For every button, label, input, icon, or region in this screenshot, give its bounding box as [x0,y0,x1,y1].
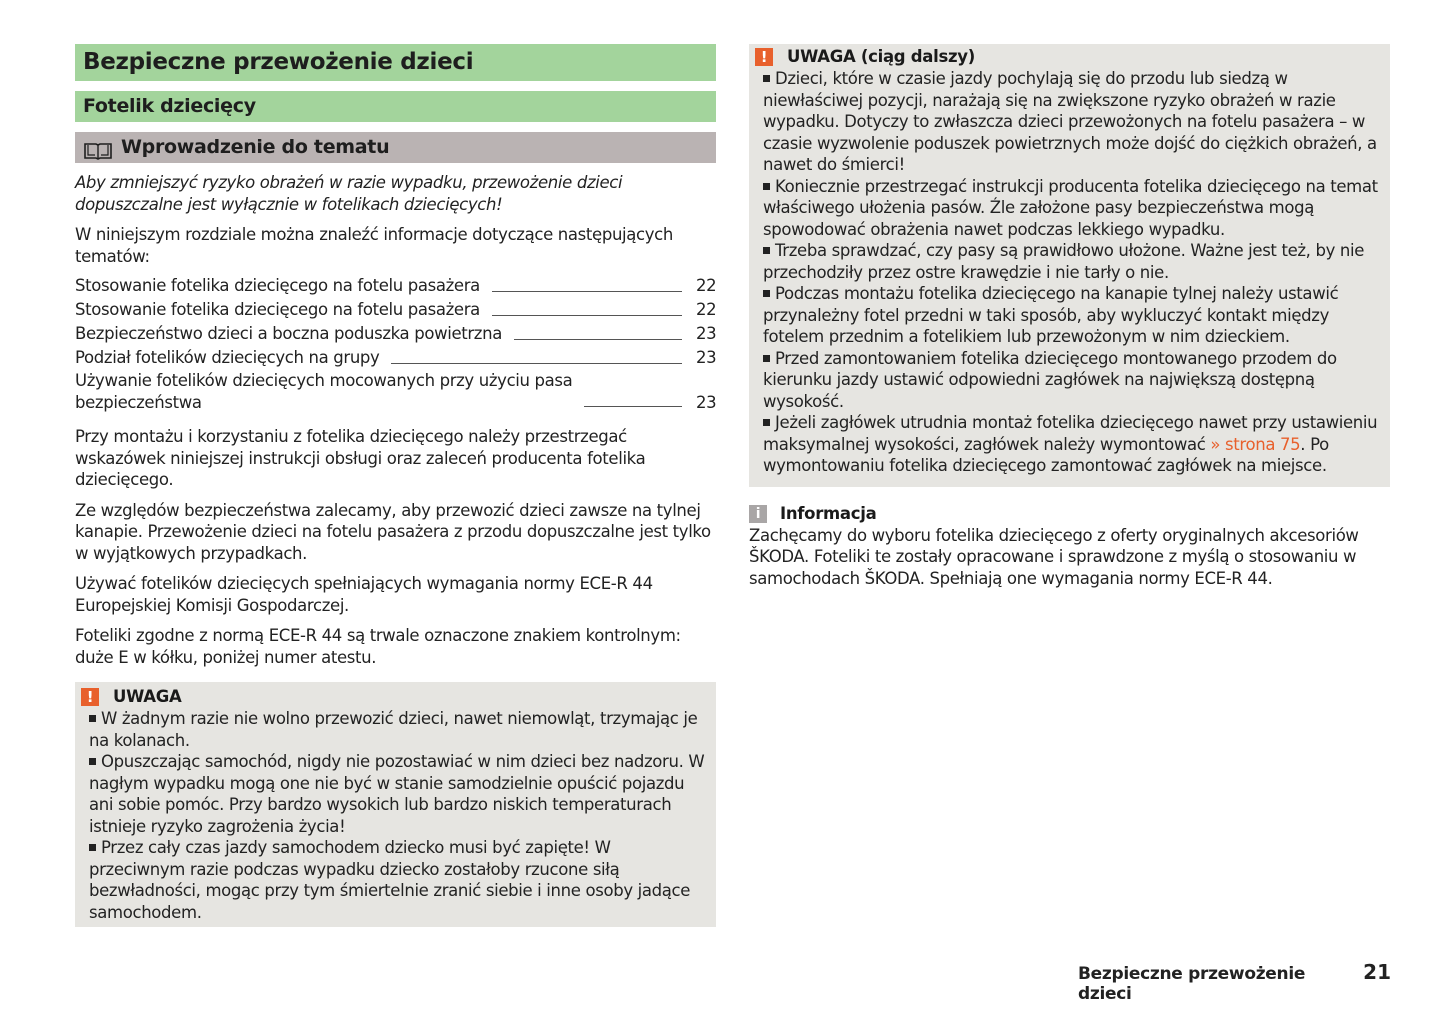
toc-entry[interactable] [75,370,716,413]
info-title: Informacja [780,503,877,523]
warning-item [763,412,1380,477]
toc-entry[interactable] [75,274,716,298]
right-column [749,44,1390,589]
toc-leader-line [391,363,682,364]
warning-title: UWAGA (ciąg dalszy) [787,47,975,66]
bullet-icon [763,183,770,190]
warning-item [89,708,706,751]
bullet-icon [763,355,770,362]
toc-entry-title: Stosowanie fotelika dziecięcego na fotelu pasażera [75,300,480,319]
bullet-icon [763,247,770,254]
toc-leader-line [584,406,682,407]
warning-item-text: Dzieci, które w czasie jazdy pochylają się do przodu lub siedzą w niewłaściwej pozycji, narażają się na zwiększone ryzyko obrażeń w razie wypadku. Dotyczy to zwłaszcza dzieci przewożonych na fotelu pasażera – w czasie wyzwolenie poduszek powietrznych może dojść do ciężkich obrażeń, a nawet do śmierci! [763,69,1377,174]
warning-item [89,837,706,923]
toc-entry-title: Stosowanie fotelika dziecięcego na fotelu pasażera [75,276,480,295]
toc-entry-page: 23 [696,348,717,367]
warning-item-text: Podczas montażu fotelika dziecięcego na kanapie tylnej należy ustawić przynależny fotel przedni w taki sposób, aby wykluczyć kontakt między fotelem przednim a fotelikiem lub przewożonym w nim dzieckiem. [763,284,1339,346]
toc-leader-line [492,291,682,292]
warning-item-text: Opuszczając samochód, nigdy nie pozostawiać w nim dzieci bez nadzoru. W nagłym wypadku mogą one nie być w stanie samodzielnie opuścić pojazdu ani sobie pomóc. Przy bardzo wysokich lub bardzo niskich temperaturach istnieje ryzyko zagrożenia życia! [89,752,705,836]
toc-entry-page: 22 [696,276,717,295]
warning-item [89,751,706,837]
subsection-title: Wprowadzenie do tematu [121,136,390,158]
bullet-icon [763,75,770,82]
toc-entry-title-line1: Używanie fotelików dziecięcych mocowanych przy użyciu pasa [75,371,573,390]
toc-lead-text: W niniejszym rozdziale można znaleźć informacje dotyczące następujących tematów: [75,225,674,266]
info-text: Zachęcamy do wyboru fotelika dziecięcego z oferty oryginalnych akcesoriów ŠKODA. Foteliki te zostały opracowane i sprawdzone z myślą o stosowaniu w samochodach ŠKODA. Spełniają one wymagania normy ECE-R 44. [749,525,1359,588]
toc-entry-page: 23 [696,324,717,343]
warning-item-text: Jeżeli zagłówek utrudnia montaż fotelika dziecięcego nawet przy ustawieniu maksymalnej wysokości, zagłówek należy wymontować [763,413,1378,454]
toc-entry[interactable] [75,322,716,346]
toc-leader-line [492,315,682,316]
paragraph: Ze względów bezpieczeństwa zalecamy, aby przewozić dzieci zawsze na tylnej kanapie. Przewożenie dzieci na fotelu pasażera z przodu dopuszczalne jest tylko w wyjątkowych przypadkach. [75,500,711,563]
toc-entry[interactable] [75,298,716,322]
toc-entry-title: Bezpieczeństwo dzieci a boczna poduszka powietrzna [75,324,502,343]
warning-item-text: Przez cały czas jazdy samochodem dziecko musi być zapięte! W przeciwnym razie podczas wypadku dziecko zostałoby rzucone siłą bezwładności, mogąc przy tym śmiertelnie zranić siebie i inne osoby jadące samochodem. [89,838,691,922]
toc-entry-title [75,370,572,413]
bullet-icon [89,844,96,851]
warning-title: UWAGA [113,687,182,706]
section-title: Fotelik dziecięcy [75,91,716,122]
bullet-icon [89,715,96,722]
warning-item-text: Trzeba sprawdzać, czy pasy są prawidłowo ułożone. Ważne jest też, by nie przechodziły przez ostre krawędzie i nie tarły o nie. [763,241,1365,282]
warning-item-text: Przed zamontowaniem fotelika dziecięcego montowanego przodem do kierunku jazdy ustawić odpowiedni zagłówek na największą dostępną wysokość. [763,348,1337,411]
subsection-header [75,132,716,163]
warning-item [763,240,1380,283]
warning-icon: ! [755,48,773,66]
intro-text: Aby zmniejszyć ryzyko obrażeń w razie wypadku, przewożenie dzieci dopuszczalne jest wyłącznie w fotelikach dziecięcych! [75,173,623,214]
table-of-contents [75,274,716,413]
info-box [749,503,1390,590]
warning-item-text: . Po wymontowaniu fotelika dziecięcego zamontować zagłówek na miejsce. [763,434,1329,475]
toc-entry-title-line2: bezpieczeństwa [75,392,202,412]
left-column [75,44,716,927]
page-footer [1078,960,1391,1004]
footer-chapter-title: Bezpieczne przewożenie dzieci [1078,964,1306,1004]
warning-item [763,283,1380,348]
bullet-icon [89,758,96,765]
warning-item [763,348,1380,413]
paragraph: Przy montażu i korzystaniu z fotelika dziecięcego należy przestrzegać wskazówek niniejszej instrukcji obsługi oraz zaleceń producenta fotelika dziecięcego. [75,427,646,489]
warning-item-text: W żadnym razie nie wolno przewozić dzieci, nawet niemowląt, trzymając je na kolanach. [89,709,698,750]
page-reference-link[interactable]: » strona 75 [1210,434,1301,454]
toc-entry-page: 23 [696,392,717,412]
warning-box [75,682,716,927]
paragraph: Używać fotelików dziecięcych spełniających wymagania normy ECE-R 44 Europejskiej Komisji Gospodarczej. [75,574,653,615]
warning-item [763,68,1380,176]
toc-entry-page: 22 [696,300,717,319]
toc-entry[interactable] [75,346,716,370]
info-header [749,503,1390,525]
bullet-icon [763,419,770,426]
toc-leader-line [514,339,682,340]
chapter-title: Bezpieczne przewożenie dzieci [75,44,716,81]
warning-box-continued [749,44,1390,487]
paragraph: Foteliki zgodne z normą ECE-R 44 są trwale oznaczone znakiem kontrolnym: duże E w kółku, poniżej numer atestu. [75,626,681,667]
info-icon: i [749,505,767,523]
warning-item-text: Koniecznie przestrzegać instrukcji producenta fotelika dziecięcego na temat właściwego ułożenia pasów. Źle założone pasy bezpieczeństwa mogą spowodować obrażenia nawet podczas lekkiego wypadku. [763,176,1378,239]
page-number: 21 [1363,960,1391,984]
bullet-icon [763,290,770,297]
warning-header [755,46,1380,68]
warning-header [81,686,706,708]
book-icon [83,139,113,157]
warning-icon: ! [81,688,99,706]
warning-item [763,176,1380,241]
toc-entry-title: Podział fotelików dziecięcych na grupy [75,348,380,367]
